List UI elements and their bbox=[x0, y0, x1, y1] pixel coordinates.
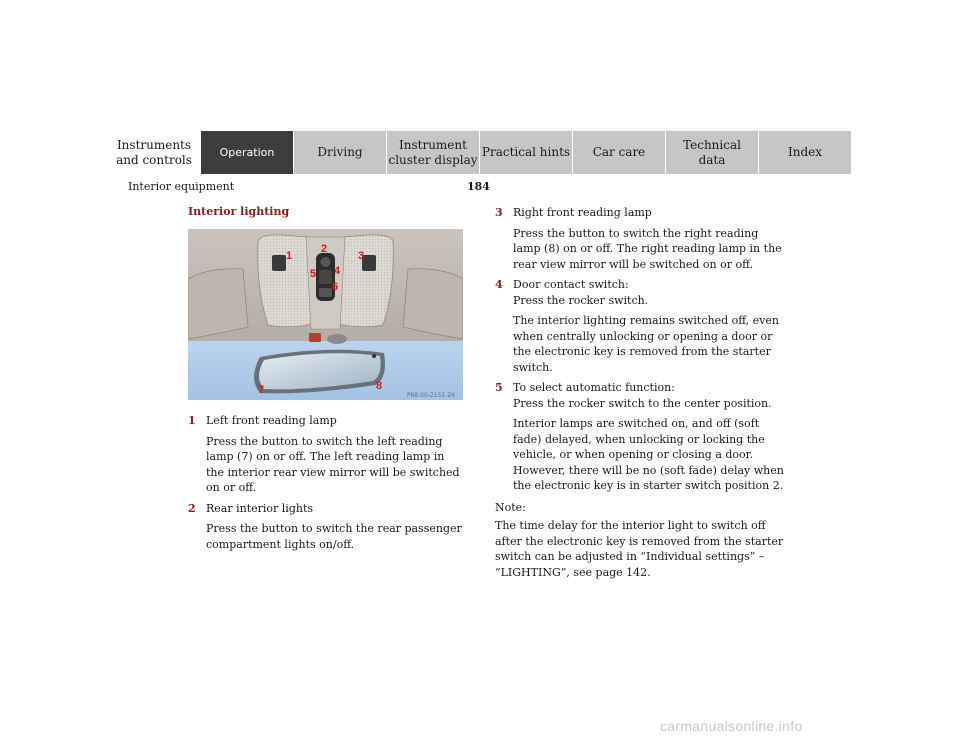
item-description: Press the button to switch the rear passenger compartment lights on/off. bbox=[206, 522, 462, 551]
list-item bbox=[495, 205, 785, 221]
callout-5: 5 bbox=[310, 268, 317, 280]
rear-lights-button bbox=[321, 257, 331, 267]
left-reading-lamp-button bbox=[272, 255, 286, 271]
callout-2: 2 bbox=[321, 243, 328, 255]
mirror-sensor bbox=[372, 354, 376, 358]
list-item bbox=[495, 277, 785, 308]
item-label: To select automatic function: Press the rocker switch to the center position. bbox=[513, 381, 772, 410]
item-number: 4 bbox=[495, 278, 503, 291]
right-lamp-panel bbox=[338, 235, 393, 327]
left-lamp-panel bbox=[258, 235, 313, 327]
tab-instruments-and-controls[interactable]: Instruments and controls bbox=[108, 131, 201, 174]
rocker-switch bbox=[319, 270, 332, 284]
note-label: Note: bbox=[495, 500, 526, 514]
note-text: The time delay for the interior light to switch off after the electronic key is removed from the starter switch can be adjusted in “Individual settings” – “LIGHTING”, see page 142. bbox=[495, 519, 784, 579]
callout-8: 8 bbox=[376, 380, 383, 392]
item-number: 2 bbox=[188, 501, 196, 515]
watermark: carmanualsonline.info bbox=[660, 718, 803, 734]
callout-6: 6 bbox=[332, 281, 339, 293]
tab-car-care[interactable]: Car care bbox=[573, 131, 666, 174]
callout-7: 7 bbox=[258, 384, 265, 396]
item-number: 3 bbox=[495, 206, 503, 219]
interior-lighting-figure bbox=[188, 229, 463, 400]
tab-index[interactable]: Index bbox=[759, 131, 851, 174]
list-item bbox=[188, 501, 463, 517]
page-heading: Interior lighting bbox=[188, 205, 290, 218]
sensor bbox=[327, 334, 347, 344]
callout-1: 1 bbox=[286, 250, 293, 262]
right-sun-visor bbox=[403, 269, 463, 339]
left-column bbox=[188, 413, 463, 557]
item-label: Right front reading lamp bbox=[513, 206, 652, 219]
tab-driving[interactable]: Driving bbox=[294, 131, 387, 174]
tab-operation[interactable]: Operation bbox=[201, 131, 294, 174]
item-description: Press the button to switch the left reading lamp (7) on or off. The left reading lamp in the interior rear view mirror will be switched on or off. bbox=[206, 434, 460, 494]
item-number: 1 bbox=[188, 414, 196, 427]
lower-switch bbox=[319, 288, 332, 297]
list-item bbox=[188, 413, 463, 429]
item-label: Left front reading lamp bbox=[206, 414, 337, 427]
item-label: Rear interior lights bbox=[206, 501, 314, 515]
left-sun-visor bbox=[188, 269, 248, 339]
chapter-nav bbox=[108, 131, 851, 174]
item-description: The interior lighting remains switched off, even when centrally unlocking or opening a door or the electronic key is removed from the starter switch. bbox=[513, 314, 779, 374]
callout-4: 4 bbox=[334, 265, 341, 277]
list-item bbox=[495, 380, 785, 411]
figure-code: P68.00-2151-26 bbox=[407, 392, 456, 399]
item-number: 5 bbox=[495, 381, 503, 394]
item-label: Door contact switch: Press the rocker switch. bbox=[513, 278, 649, 307]
tab-technical-data[interactable]: Technical data bbox=[666, 131, 759, 174]
sos-button bbox=[309, 333, 321, 342]
item-description: Press the button to switch the right reading lamp (8) on or off. The right reading lamp in the rear view mirror will be switched on or off. bbox=[513, 226, 782, 271]
section-title: Interior equipment bbox=[128, 180, 235, 193]
tab-instrument-cluster-display[interactable]: Instrument cluster display bbox=[387, 131, 480, 174]
tab-practical-hints[interactable]: Practical hints bbox=[480, 131, 573, 174]
callout-3: 3 bbox=[358, 250, 365, 262]
item-description: Interior lamps are switched on, and off (soft fade) delayed, when unlocking or locking the vehicle, or when opening or closing a door. However, there will be no (soft fade) delay when the electronic key is in starter switch position 2. bbox=[513, 417, 784, 492]
page-number: 184 bbox=[467, 180, 490, 193]
overhead-console-illustration bbox=[188, 229, 463, 400]
right-column bbox=[495, 205, 785, 580]
